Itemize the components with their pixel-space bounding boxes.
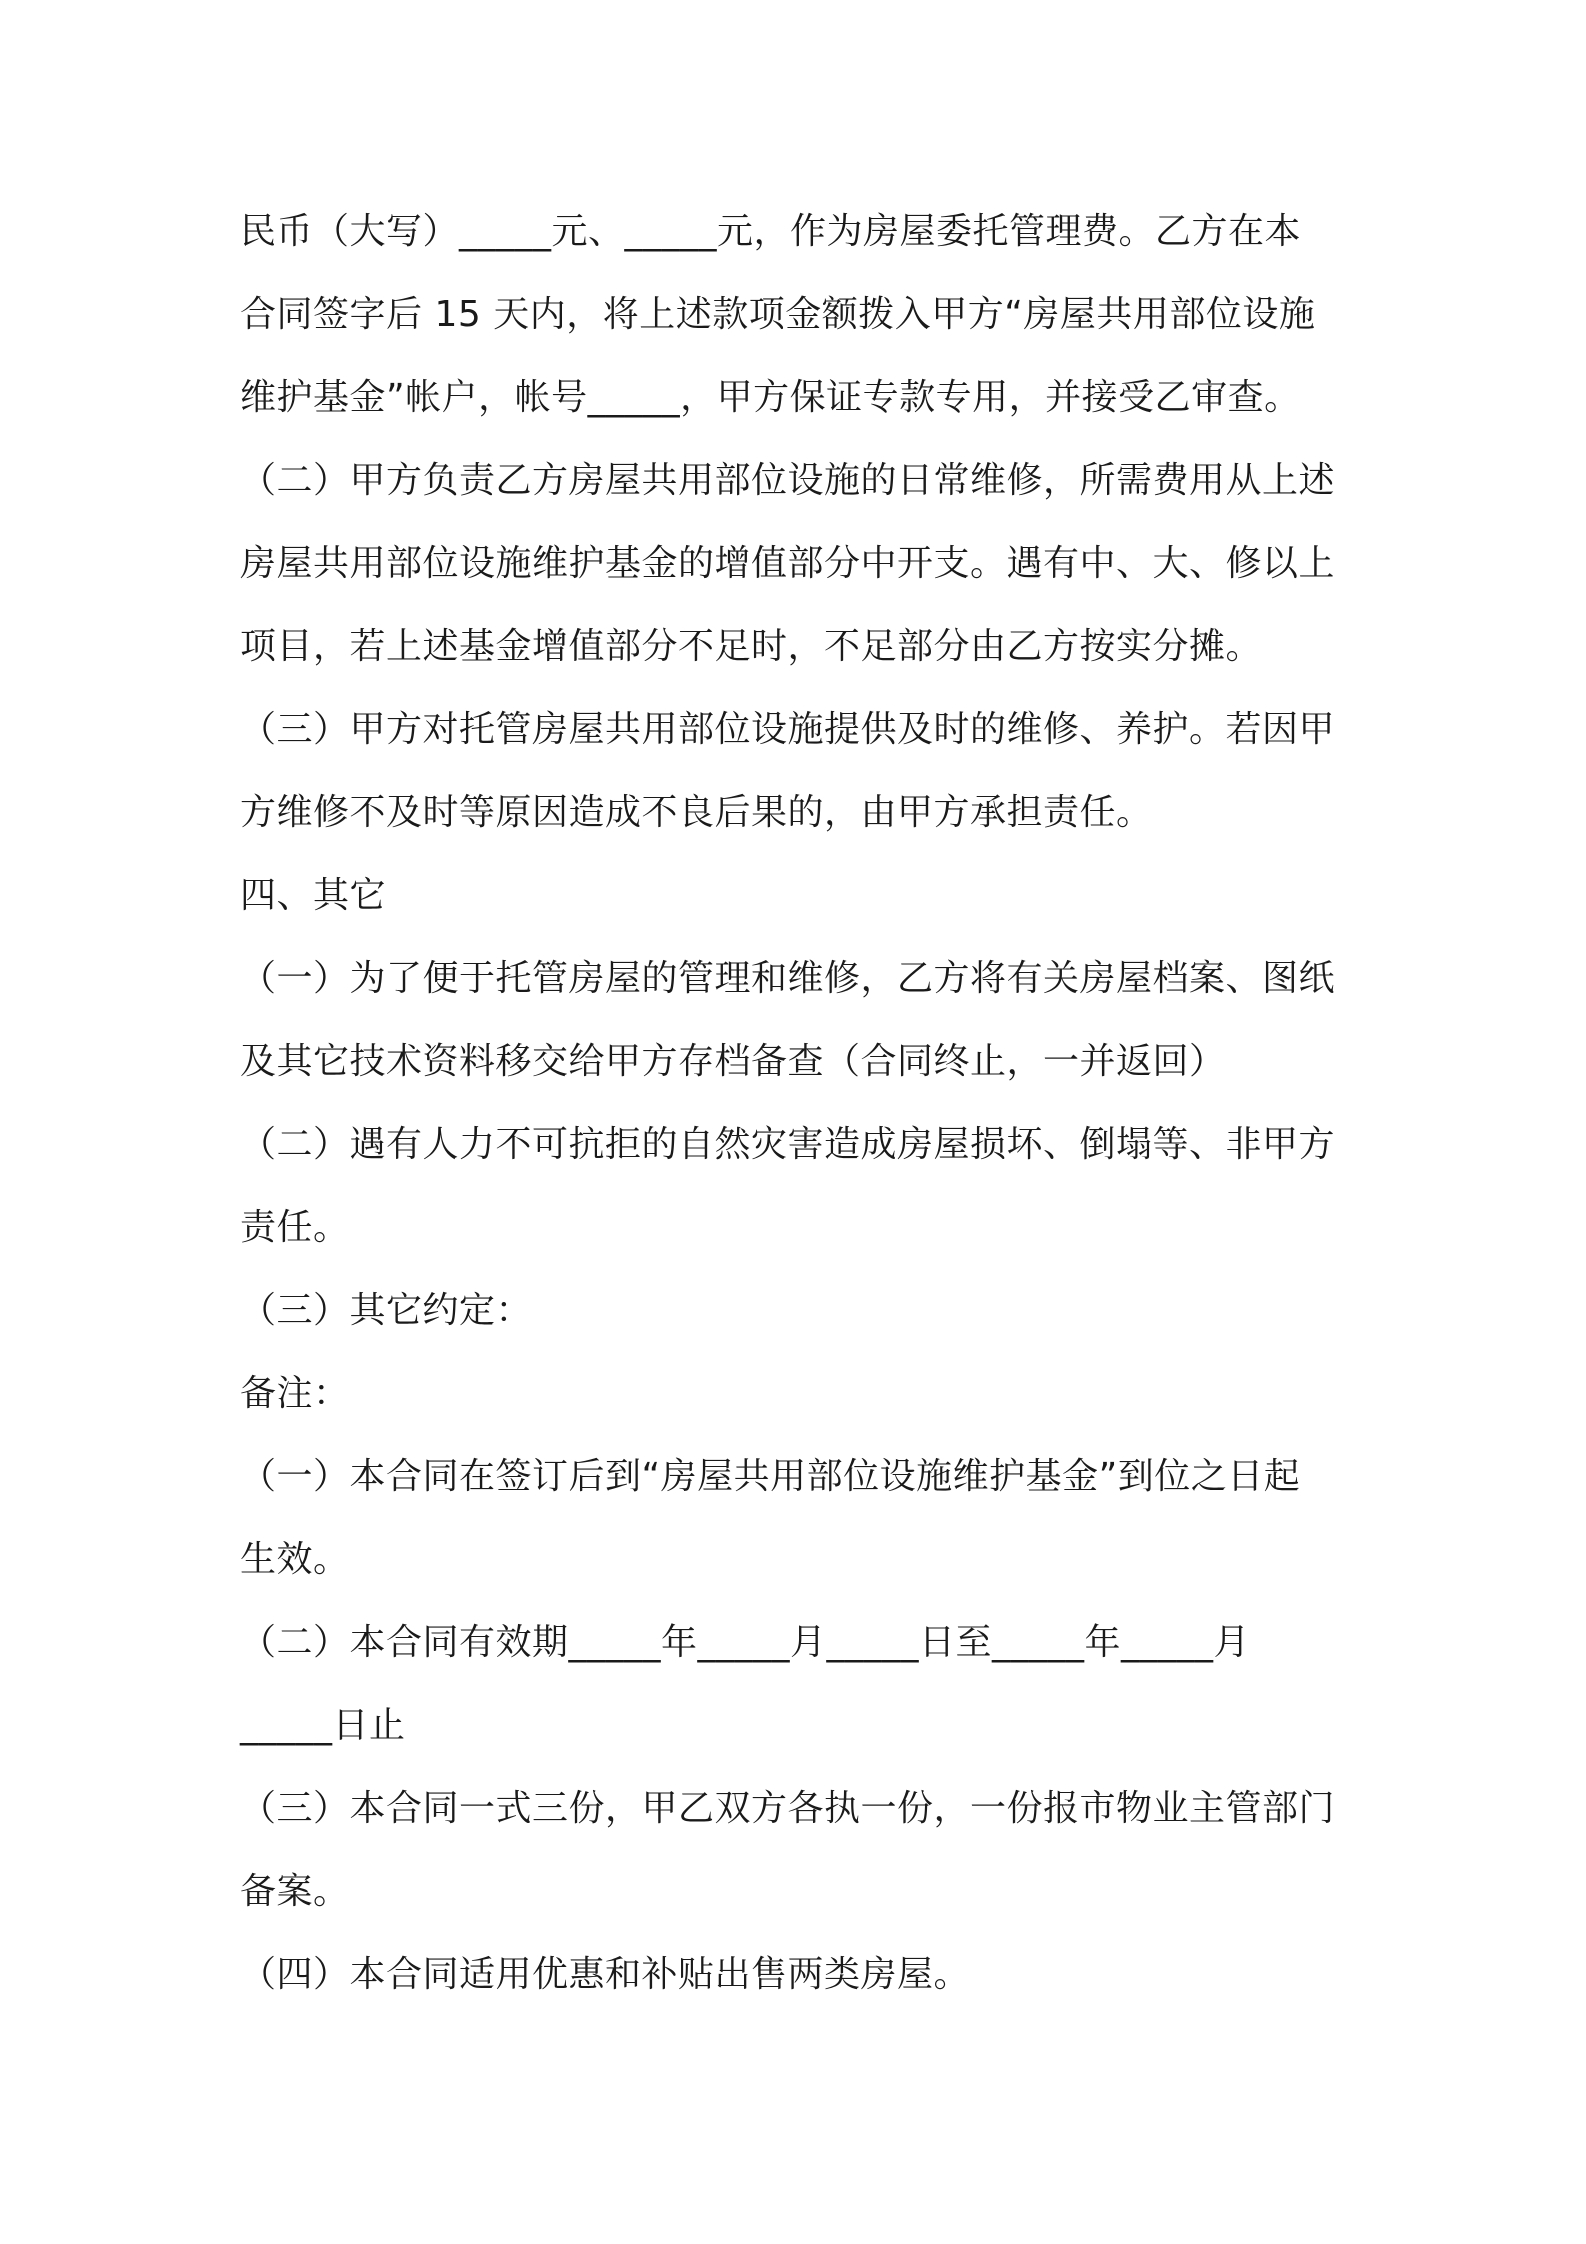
text-line: 房屋共用部位设施维护基金的增值部分中开支。遇有中、大、修以上 xyxy=(240,543,1336,584)
text-line: 责任。 xyxy=(240,1207,350,1248)
text-line: （一）本合同在签订后到“房屋共用部位设施维护基金”到位之日起 xyxy=(240,1456,1301,1497)
text-line: （三）其它约定： xyxy=(240,1290,533,1331)
text-line: 及其它技术资料移交给甲方存档备查（合同终止，一并返回） xyxy=(240,1041,1226,1082)
text-line: （三）甲方对托管房屋共用部位设施提供及时的维修、养护。若因甲 xyxy=(240,709,1336,750)
text-line: （二）遇有人力不可抗拒的自然灾害造成房屋损坏、倒塌等、非甲方 xyxy=(240,1124,1336,1165)
text-line: 维护基金”帐户，帐号_____，甲方保证专款专用，并接受乙审查。 xyxy=(240,377,1301,418)
text-line: （三）本合同一式三份，甲乙双方各执一份，一份报市物业主管部门 xyxy=(240,1788,1336,1829)
text-line: 项目，若上述基金增值部分不足时，不足部分由乙方按实分摊。 xyxy=(240,626,1263,667)
text-line: 合同签字后 15 天内，将上述款项金额拨入甲方“房屋共用部位设施 xyxy=(240,294,1316,335)
notes-heading: 备注： xyxy=(240,1373,350,1414)
section-heading: 四、其它 xyxy=(240,875,387,916)
text-line: _____日止 xyxy=(240,1705,406,1746)
text-line: （二）甲方负责乙方房屋共用部位设施的日常维修，所需费用从上述 xyxy=(240,460,1336,501)
text-line: 备案。 xyxy=(240,1871,350,1912)
text-line: （四）本合同适用优惠和补贴出售两类房屋。 xyxy=(240,1954,971,1995)
text-line: 生效。 xyxy=(240,1539,350,1580)
text-line: 方维修不及时等原因造成不良后果的，由甲方承担责任。 xyxy=(240,792,1153,833)
text-line: （一）为了便于托管房屋的管理和维修，乙方将有关房屋档案、图纸 xyxy=(240,958,1336,999)
text-line: （二）本合同有效期_____年_____月_____日至_____年_____月 xyxy=(240,1622,1251,1663)
text-line: 民币（大写）_____元、_____元，作为房屋委托管理费。乙方在本 xyxy=(240,211,1302,252)
